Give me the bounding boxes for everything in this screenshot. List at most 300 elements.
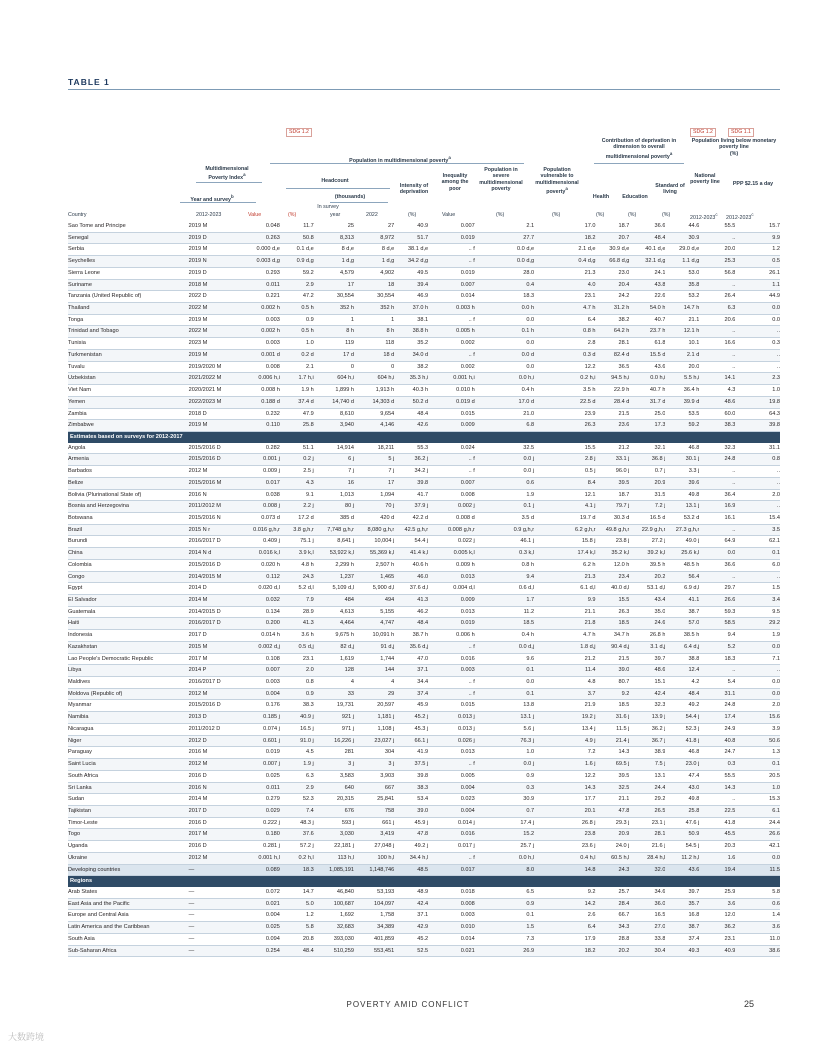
value-cell: 0.020 h	[240, 559, 280, 571]
value-cell: 26.3	[596, 606, 630, 618]
value-cell: —	[187, 887, 240, 898]
value-cell: 2017 M	[187, 653, 240, 665]
value-cell: 0.7	[475, 805, 534, 817]
value-cell: 2016 D	[187, 817, 240, 829]
value-cell: 24.3	[280, 571, 314, 583]
value-cell: 62.1	[735, 536, 780, 548]
value-cell: 4.9 j	[534, 735, 595, 747]
value-cell: 0.002 j	[428, 501, 475, 513]
country-cell: El Salvador	[68, 595, 187, 607]
value-cell: 45.2 j	[394, 712, 428, 724]
value-cell: 35.6 d,j	[394, 641, 428, 653]
value-cell: 39.8	[735, 420, 780, 432]
table-row	[68, 279, 780, 291]
value-cell: 41.8	[699, 817, 735, 829]
value-cell: 29.2	[735, 618, 780, 630]
table-row	[68, 571, 780, 583]
value-cell: 20.4	[596, 279, 630, 291]
value-cell: 48.5 h	[665, 559, 699, 571]
value-cell: 8,641 j	[314, 536, 354, 548]
value-cell: 3.8 g,h,r	[280, 524, 314, 536]
value-cell: 1.6 j	[534, 759, 595, 771]
value-cell: 64.3	[735, 408, 780, 420]
value-cell: 79.7 j	[596, 501, 630, 513]
table-row	[68, 747, 780, 759]
value-cell: 0.9	[280, 314, 314, 326]
table-row	[68, 898, 780, 910]
value-cell: 21.4 j	[596, 735, 630, 747]
table-row	[68, 454, 780, 466]
value-cell: 7 j	[354, 466, 394, 478]
value-cell: 3.9	[735, 723, 780, 735]
thousands-header: (thousands)	[334, 194, 366, 200]
value-cell: 14.3	[534, 782, 595, 794]
value-cell: 94.5 h,i	[596, 373, 630, 385]
value-cell: 25.7 j	[475, 841, 534, 853]
value-cell: ..	[699, 279, 735, 291]
table-row	[68, 524, 780, 536]
value-cell: 66.1 j	[394, 735, 428, 747]
value-cell: 0.023	[428, 794, 475, 806]
headcount-header: Headcount	[321, 178, 349, 184]
value-cell: 36.0	[629, 898, 665, 910]
value-cell: 13.4 j	[534, 723, 595, 735]
value-cell: 13.9 j	[629, 712, 665, 724]
value-cell: 510,259	[314, 945, 354, 957]
country-cell: Togo	[68, 829, 187, 841]
value-cell: 28.4 d	[596, 396, 630, 408]
value-cell: 26.5	[629, 805, 665, 817]
value-cell: 0.112	[240, 571, 280, 583]
value-cell: 20,315	[314, 794, 354, 806]
value-cell: 0.013	[428, 571, 475, 583]
value-cell: 47.2	[280, 291, 314, 303]
value-cell: —	[187, 922, 240, 934]
value-cell: 0.003	[240, 338, 280, 350]
value-cell: 0.134	[240, 606, 280, 618]
value-cell: 5,109 d,l	[314, 583, 354, 595]
value-cell: 9.9	[534, 595, 595, 607]
value-cell: 4.5	[280, 747, 314, 759]
value-cell: 4.7 h	[534, 630, 595, 642]
value-cell: 0.011	[240, 279, 280, 291]
value-cell: 0.008	[240, 361, 280, 373]
value-cell: 26.6	[699, 595, 735, 607]
value-cell: 21.2	[596, 443, 630, 454]
value-cell: 0.014 j	[428, 817, 475, 829]
poverty-table	[68, 221, 780, 957]
value-cell: 17.9	[534, 933, 595, 945]
value-cell: 25.7	[596, 887, 630, 898]
value-cell: 2022 M	[187, 303, 240, 315]
value-cell: 0.026 j	[428, 735, 475, 747]
value-cell: 2015/2016 N	[187, 512, 240, 524]
value-cell: .. f	[428, 314, 475, 326]
country-cell: Paraguay	[68, 747, 187, 759]
value-cell: 38.3	[280, 700, 314, 712]
value-cell: 16.8	[665, 910, 699, 922]
value-cell: 1 d,g	[314, 256, 354, 268]
value-cell: 0.9	[475, 770, 534, 782]
country-cell: China	[68, 548, 187, 560]
value-cell: 39.8	[394, 477, 428, 489]
value-cell: 53.2	[665, 291, 699, 303]
table-row	[68, 829, 780, 841]
value-cell: 48.6	[699, 396, 735, 408]
value-cell: 15.6	[735, 712, 780, 724]
table-row	[68, 373, 780, 385]
value-cell: 2.3	[735, 373, 780, 385]
value-cell: 34.0 d	[394, 349, 428, 361]
value-cell: 0.601 j	[240, 735, 280, 747]
table-row	[68, 548, 780, 560]
value-cell: 4.8	[534, 677, 595, 689]
value-cell: 49.8 g,h,r	[596, 524, 630, 536]
value-cell: 39.2 k,l	[629, 548, 665, 560]
value-cell: 37.4	[665, 933, 699, 945]
value-cell: 0.1 d,e	[280, 244, 314, 256]
value-cell: 38.7	[665, 922, 699, 934]
value-cell: 19.2 j	[534, 712, 595, 724]
value-cell: 6.3	[280, 770, 314, 782]
table-row	[68, 688, 780, 700]
value-cell: 39.6	[665, 477, 699, 489]
value-cell: 14.3	[596, 747, 630, 759]
value-cell: 0.200	[240, 618, 280, 630]
country-cell: South Asia	[68, 933, 187, 945]
value-cell: 4.8 h	[280, 559, 314, 571]
value-cell: 27.2 j	[629, 536, 665, 548]
value-cell: 8,972	[354, 232, 394, 244]
value-cell: 0.002 h	[240, 303, 280, 315]
value-cell: 22.9 h	[596, 385, 630, 397]
table-row	[68, 817, 780, 829]
value-cell: 40.7	[629, 314, 665, 326]
value-cell: 0.005 k,l	[428, 548, 475, 560]
value-cell: 0.013 j	[428, 723, 475, 735]
table-row	[68, 677, 780, 689]
value-cell: 0.008 j	[240, 501, 280, 513]
value-cell: 2.0	[735, 489, 780, 501]
value-cell: ..	[699, 349, 735, 361]
value-cell: 0.6	[735, 898, 780, 910]
value-cell: 48.5	[394, 864, 428, 876]
value-cell: ..	[735, 477, 780, 489]
value-cell: 2.8 j	[534, 454, 595, 466]
value-cell: 37.9 j	[394, 501, 428, 513]
country-cell: Lao People's Democratic Republic	[68, 653, 187, 665]
value-cell: 0.1	[475, 910, 534, 922]
value-cell: 2.2 j	[280, 501, 314, 513]
country-cell: Tuvalu	[68, 361, 187, 373]
country-cell: Serbia	[68, 244, 187, 256]
table-row	[68, 408, 780, 420]
value-cell: 0.003	[428, 910, 475, 922]
col-national: 2012-2023$^c$	[690, 212, 718, 221]
table-row	[68, 630, 780, 642]
value-cell: 38.3	[699, 420, 735, 432]
value-cell: 5.8	[280, 922, 314, 934]
value-cell: 2019 D	[187, 267, 240, 279]
value-cell: 401,859	[354, 933, 394, 945]
value-cell: 18.5	[596, 618, 630, 630]
country-cell: Kazakhstan	[68, 641, 187, 653]
value-cell: 0.2 h,l	[280, 852, 314, 864]
value-cell: 2016/2017 D	[187, 536, 240, 548]
value-cell: 0.007	[428, 477, 475, 489]
table-row	[68, 735, 780, 747]
value-cell: 52.3	[280, 794, 314, 806]
value-cell: 37.1	[394, 665, 428, 677]
value-cell: 27.0	[629, 922, 665, 934]
contrib-rule	[594, 163, 684, 164]
country-cell: Saint Lucia	[68, 759, 187, 771]
value-cell: 39.9 d	[665, 396, 699, 408]
value-cell: 28.4	[596, 898, 630, 910]
value-cell: 1.1	[735, 279, 780, 291]
value-cell: 26.9	[475, 945, 534, 957]
value-cell: 28.1	[596, 338, 630, 350]
value-cell: 20.3	[699, 841, 735, 853]
value-cell: 0.0 d,e	[475, 244, 534, 256]
value-cell: 2014/2015 M	[187, 571, 240, 583]
value-cell: 43.8	[629, 279, 665, 291]
value-cell: 11.2	[475, 606, 534, 618]
value-cell: 18.7	[596, 489, 630, 501]
value-cell: 3 j	[314, 759, 354, 771]
value-cell: 0.188 d	[240, 396, 280, 408]
page-number: 25	[744, 999, 755, 1009]
value-cell: 1.0	[475, 747, 534, 759]
value-cell: 66.7	[596, 910, 630, 922]
value-cell: 33.1 j	[596, 454, 630, 466]
value-cell: 7.9	[280, 595, 314, 607]
value-cell: 45.9	[394, 700, 428, 712]
value-cell: 52.5	[394, 945, 428, 957]
value-cell: 24.0 j	[596, 841, 630, 853]
value-cell: 15.2	[475, 829, 534, 841]
value-cell: 1,744	[354, 653, 394, 665]
value-cell: ..	[735, 326, 780, 338]
country-cell: Sierra Leone	[68, 267, 187, 279]
value-cell: 27.3 g,h,r	[665, 524, 699, 536]
value-cell: 0.1 h	[475, 326, 534, 338]
value-cell: 5,155	[354, 606, 394, 618]
value-cell: 2023 M	[187, 338, 240, 350]
value-cell: 0.094	[240, 933, 280, 945]
thousands-rule	[330, 202, 388, 203]
value-cell: 23.8 j	[596, 536, 630, 548]
value-cell: 32.5	[475, 443, 534, 454]
value-cell: 50.9	[665, 829, 699, 841]
value-cell: 39.7	[665, 887, 699, 898]
value-cell: 1,758	[354, 910, 394, 922]
value-cell: 28.4 h,l	[629, 852, 665, 864]
value-cell: 38.5 h	[665, 630, 699, 642]
contrib-header: Contribution of deprivation in dimension to overall multidimensional poverty$^a$	[601, 138, 677, 160]
value-cell: 1	[354, 314, 394, 326]
value-cell: 0.022 j	[428, 536, 475, 548]
value-cell: 0.007	[240, 665, 280, 677]
value-cell: 0.007 j	[240, 759, 280, 771]
value-cell: 25.6 k,l	[665, 548, 699, 560]
value-cell: 14.7 h	[665, 303, 699, 315]
value-cell: 1.9	[735, 630, 780, 642]
value-cell: 35.2 k,l	[596, 548, 630, 560]
value-cell: 1.9	[475, 489, 534, 501]
value-cell: 0.409 j	[240, 536, 280, 548]
value-cell: 8 h	[314, 326, 354, 338]
value-cell: 38.2	[394, 361, 428, 373]
table-row	[68, 349, 780, 361]
value-cell: 0.009 h	[428, 559, 475, 571]
table-row	[68, 782, 780, 794]
table-row	[68, 794, 780, 806]
country-cell: Suriname	[68, 279, 187, 291]
value-cell: 16,226 j	[314, 735, 354, 747]
in-survey-label: In survey	[317, 204, 339, 210]
value-cell: ..	[735, 571, 780, 583]
country-cell: Nicaragua	[68, 723, 187, 735]
value-cell: 11.5 j	[596, 723, 630, 735]
value-cell: 46.2	[394, 606, 428, 618]
value-cell: 16.9	[699, 501, 735, 513]
value-cell: 53,193	[354, 887, 394, 898]
country-cell: Tajikistan	[68, 805, 187, 817]
value-cell: 43.4	[629, 595, 665, 607]
value-cell: 0.005 h	[428, 326, 475, 338]
value-cell: 1.9 h	[280, 385, 314, 397]
value-cell: 48.4	[665, 688, 699, 700]
value-cell: 11.0	[735, 933, 780, 945]
value-cell: 41.1	[665, 595, 699, 607]
value-cell: 25.8	[665, 805, 699, 817]
value-cell: 0.0 d,g	[475, 256, 534, 268]
value-cell: 1.0	[735, 385, 780, 397]
mpi-header: Multidimensional Poverty Index$^a$	[205, 166, 249, 182]
mpi-rule	[196, 182, 262, 183]
value-cell: 52.3 j	[665, 723, 699, 735]
value-cell: 0.048	[240, 221, 280, 232]
col-education: (%)	[628, 212, 637, 218]
country-cell: Seychelles	[68, 256, 187, 268]
value-cell: 2016 N	[187, 782, 240, 794]
value-cell: 0.0	[699, 548, 735, 560]
value-cell: 2.9	[280, 279, 314, 291]
value-cell: 1.9 j	[280, 759, 314, 771]
country-cell: Yemen	[68, 396, 187, 408]
value-cell: 35.0	[629, 606, 665, 618]
value-cell: 604 h,i	[314, 373, 354, 385]
value-cell: 39.0	[596, 665, 630, 677]
value-cell: 30.9	[665, 232, 699, 244]
value-cell: 66.8 d,g	[596, 256, 630, 268]
value-cell: 2014 M	[187, 595, 240, 607]
value-cell: 24.4	[735, 817, 780, 829]
table-row	[68, 723, 780, 735]
value-cell: 20.2	[629, 571, 665, 583]
country-cell: Moldova (Republic of)	[68, 688, 187, 700]
value-cell: ..	[699, 665, 735, 677]
value-cell: 6.1	[735, 805, 780, 817]
value-cell: 0.8	[280, 677, 314, 689]
value-cell: ..	[735, 361, 780, 373]
value-cell: 76.3 j	[475, 735, 534, 747]
value-cell: 21.1	[534, 606, 595, 618]
section-title: Estimates based on surveys for 2012-2017	[68, 431, 780, 442]
col-standard: (%)	[662, 212, 671, 218]
value-cell: 54.4 j	[394, 536, 428, 548]
value-cell: 53.0	[665, 267, 699, 279]
health-header: Health	[592, 194, 610, 200]
value-cell: 1.1 d,g	[665, 256, 699, 268]
value-cell: 0.2 h,i	[534, 373, 595, 385]
value-cell: 15.8 j	[534, 536, 595, 548]
value-cell: 48.6	[629, 665, 665, 677]
value-cell: 36.6	[629, 221, 665, 232]
value-cell: 1,899 h	[314, 385, 354, 397]
value-cell: 41.4 k,l	[394, 548, 428, 560]
value-cell: 35.8	[665, 279, 699, 291]
value-cell: 15.5 d	[629, 349, 665, 361]
value-cell: 58.5	[699, 618, 735, 630]
value-cell: 17.2 d	[280, 512, 314, 524]
value-cell: 2016 N	[187, 489, 240, 501]
value-cell: 2016 M	[187, 747, 240, 759]
value-cell: 9.2	[596, 688, 630, 700]
value-cell: 13.1 j	[665, 501, 699, 513]
value-cell: 5.2	[699, 641, 735, 653]
value-cell: 20.6	[699, 314, 735, 326]
national-line-header: National poverty line	[690, 173, 720, 186]
table-row	[68, 583, 780, 595]
country-cell: Thailand	[68, 303, 187, 315]
value-cell: 12.0	[699, 910, 735, 922]
value-cell: 13.8	[475, 700, 534, 712]
value-cell: 2.1 d,e	[534, 244, 595, 256]
value-cell: 25.3	[699, 256, 735, 268]
table-row	[68, 770, 780, 782]
value-cell: 36.7 j	[629, 735, 665, 747]
value-cell: 12.1	[534, 489, 595, 501]
value-cell: 12.2	[534, 770, 595, 782]
value-cell: 23.4	[596, 571, 630, 583]
value-cell: 2016/2017 D	[187, 618, 240, 630]
value-cell: 39.4	[394, 279, 428, 291]
value-cell: 0.0 h	[475, 303, 534, 315]
value-cell: 0.074 j	[240, 723, 280, 735]
value-cell: .. f	[428, 256, 475, 268]
value-cell: 50.8	[280, 232, 314, 244]
value-cell: .. f	[428, 641, 475, 653]
value-cell: 0.003	[240, 314, 280, 326]
value-cell: 24.1	[629, 267, 665, 279]
value-cell: 1.8 d,j	[534, 641, 595, 653]
value-cell: 0.001 h,l	[240, 852, 280, 864]
table-row	[68, 385, 780, 397]
value-cell: 11.2 h,l	[665, 852, 699, 864]
value-cell: 16.5 d	[629, 512, 665, 524]
country-cell: Guatemala	[68, 606, 187, 618]
value-cell: 0.010 h	[428, 385, 475, 397]
value-cell: 46.8	[665, 443, 699, 454]
value-cell: 1,094	[354, 489, 394, 501]
value-cell: 45.9 j	[394, 817, 428, 829]
country-cell: Maldives	[68, 677, 187, 689]
value-cell: 0.017 j	[428, 841, 475, 853]
value-cell: 3.6	[735, 922, 780, 934]
value-cell: 43.6	[629, 361, 665, 373]
